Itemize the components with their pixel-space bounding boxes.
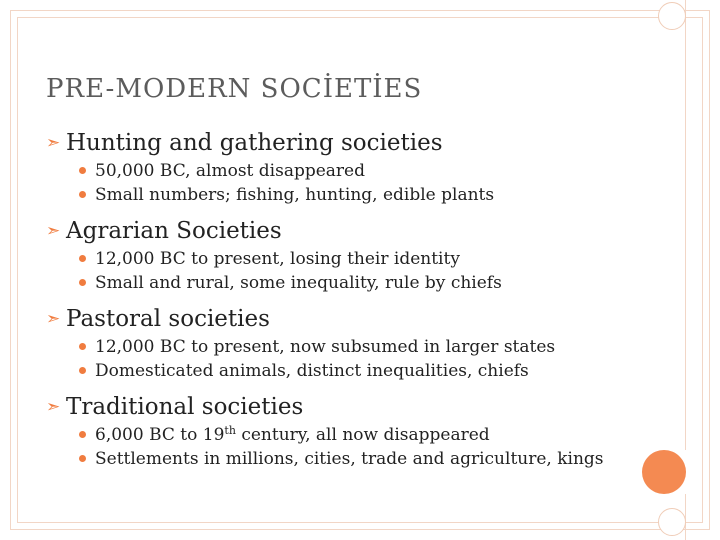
- list-item-text: 12,000 BC to present, now subsumed in larger states: [95, 337, 556, 357]
- section-heading: [46, 391, 646, 423]
- decorative-ring-top: [658, 2, 686, 30]
- dot-icon: [79, 167, 86, 174]
- list-item-text-end: century, all now disappeared: [235, 425, 490, 445]
- list-item: [46, 271, 646, 295]
- list-item-text: Domesticated animals, distinct inequalities, chiefs: [95, 361, 529, 381]
- dot-icon: [79, 279, 86, 286]
- decorative-circle: [642, 450, 686, 494]
- arrow-circle-icon: ➣: [46, 133, 61, 153]
- list-item-text: Small and rural, some inequality, rule by chiefs: [95, 273, 502, 293]
- list-item-text-start: 6,000 BC to 19: [95, 425, 225, 445]
- list-item: [46, 423, 646, 447]
- list-item-text: 12,000 BC to present, losing their identity: [95, 249, 460, 269]
- decorative-ring-bottom: [658, 508, 686, 536]
- arrow-circle-icon: ➣: [46, 397, 61, 417]
- dot-icon: [79, 255, 86, 262]
- section-heading-text: Hunting and gathering societies: [66, 130, 443, 156]
- slide-title: PRE-MODERN SOCİETİES: [46, 74, 423, 104]
- list-item-text: 50,000 BC, almost disappeared: [95, 161, 365, 181]
- dot-icon: [79, 191, 86, 198]
- list-item: [46, 183, 646, 207]
- section-heading-text: Pastoral societies: [66, 306, 270, 332]
- section-heading-text: Agrarian Societies: [66, 218, 282, 244]
- decorative-line-top: [685, 0, 686, 450]
- list-item: [46, 247, 646, 271]
- dot-icon: [79, 431, 86, 438]
- arrow-circle-icon: ➣: [46, 221, 61, 241]
- list-item-text: Small numbers; fishing, hunting, edible plants: [95, 185, 495, 205]
- dot-icon: [79, 455, 86, 462]
- section-heading: [46, 215, 646, 247]
- dot-icon: [79, 343, 86, 350]
- list-item: [46, 447, 646, 471]
- dot-icon: [79, 367, 86, 374]
- section-heading-text: Traditional societies: [66, 394, 304, 420]
- section-heading: [46, 303, 646, 335]
- list-item: [46, 359, 646, 383]
- arrow-circle-icon: ➣: [46, 309, 61, 329]
- slide-content: [46, 127, 646, 471]
- section-heading: [46, 127, 646, 159]
- superscript: th: [224, 424, 236, 437]
- list-item-text: Settlements in millions, cities, trade and agriculture, kings: [95, 449, 604, 469]
- list-item-text: [95, 425, 490, 445]
- list-item: [46, 159, 646, 183]
- list-item: [46, 335, 646, 359]
